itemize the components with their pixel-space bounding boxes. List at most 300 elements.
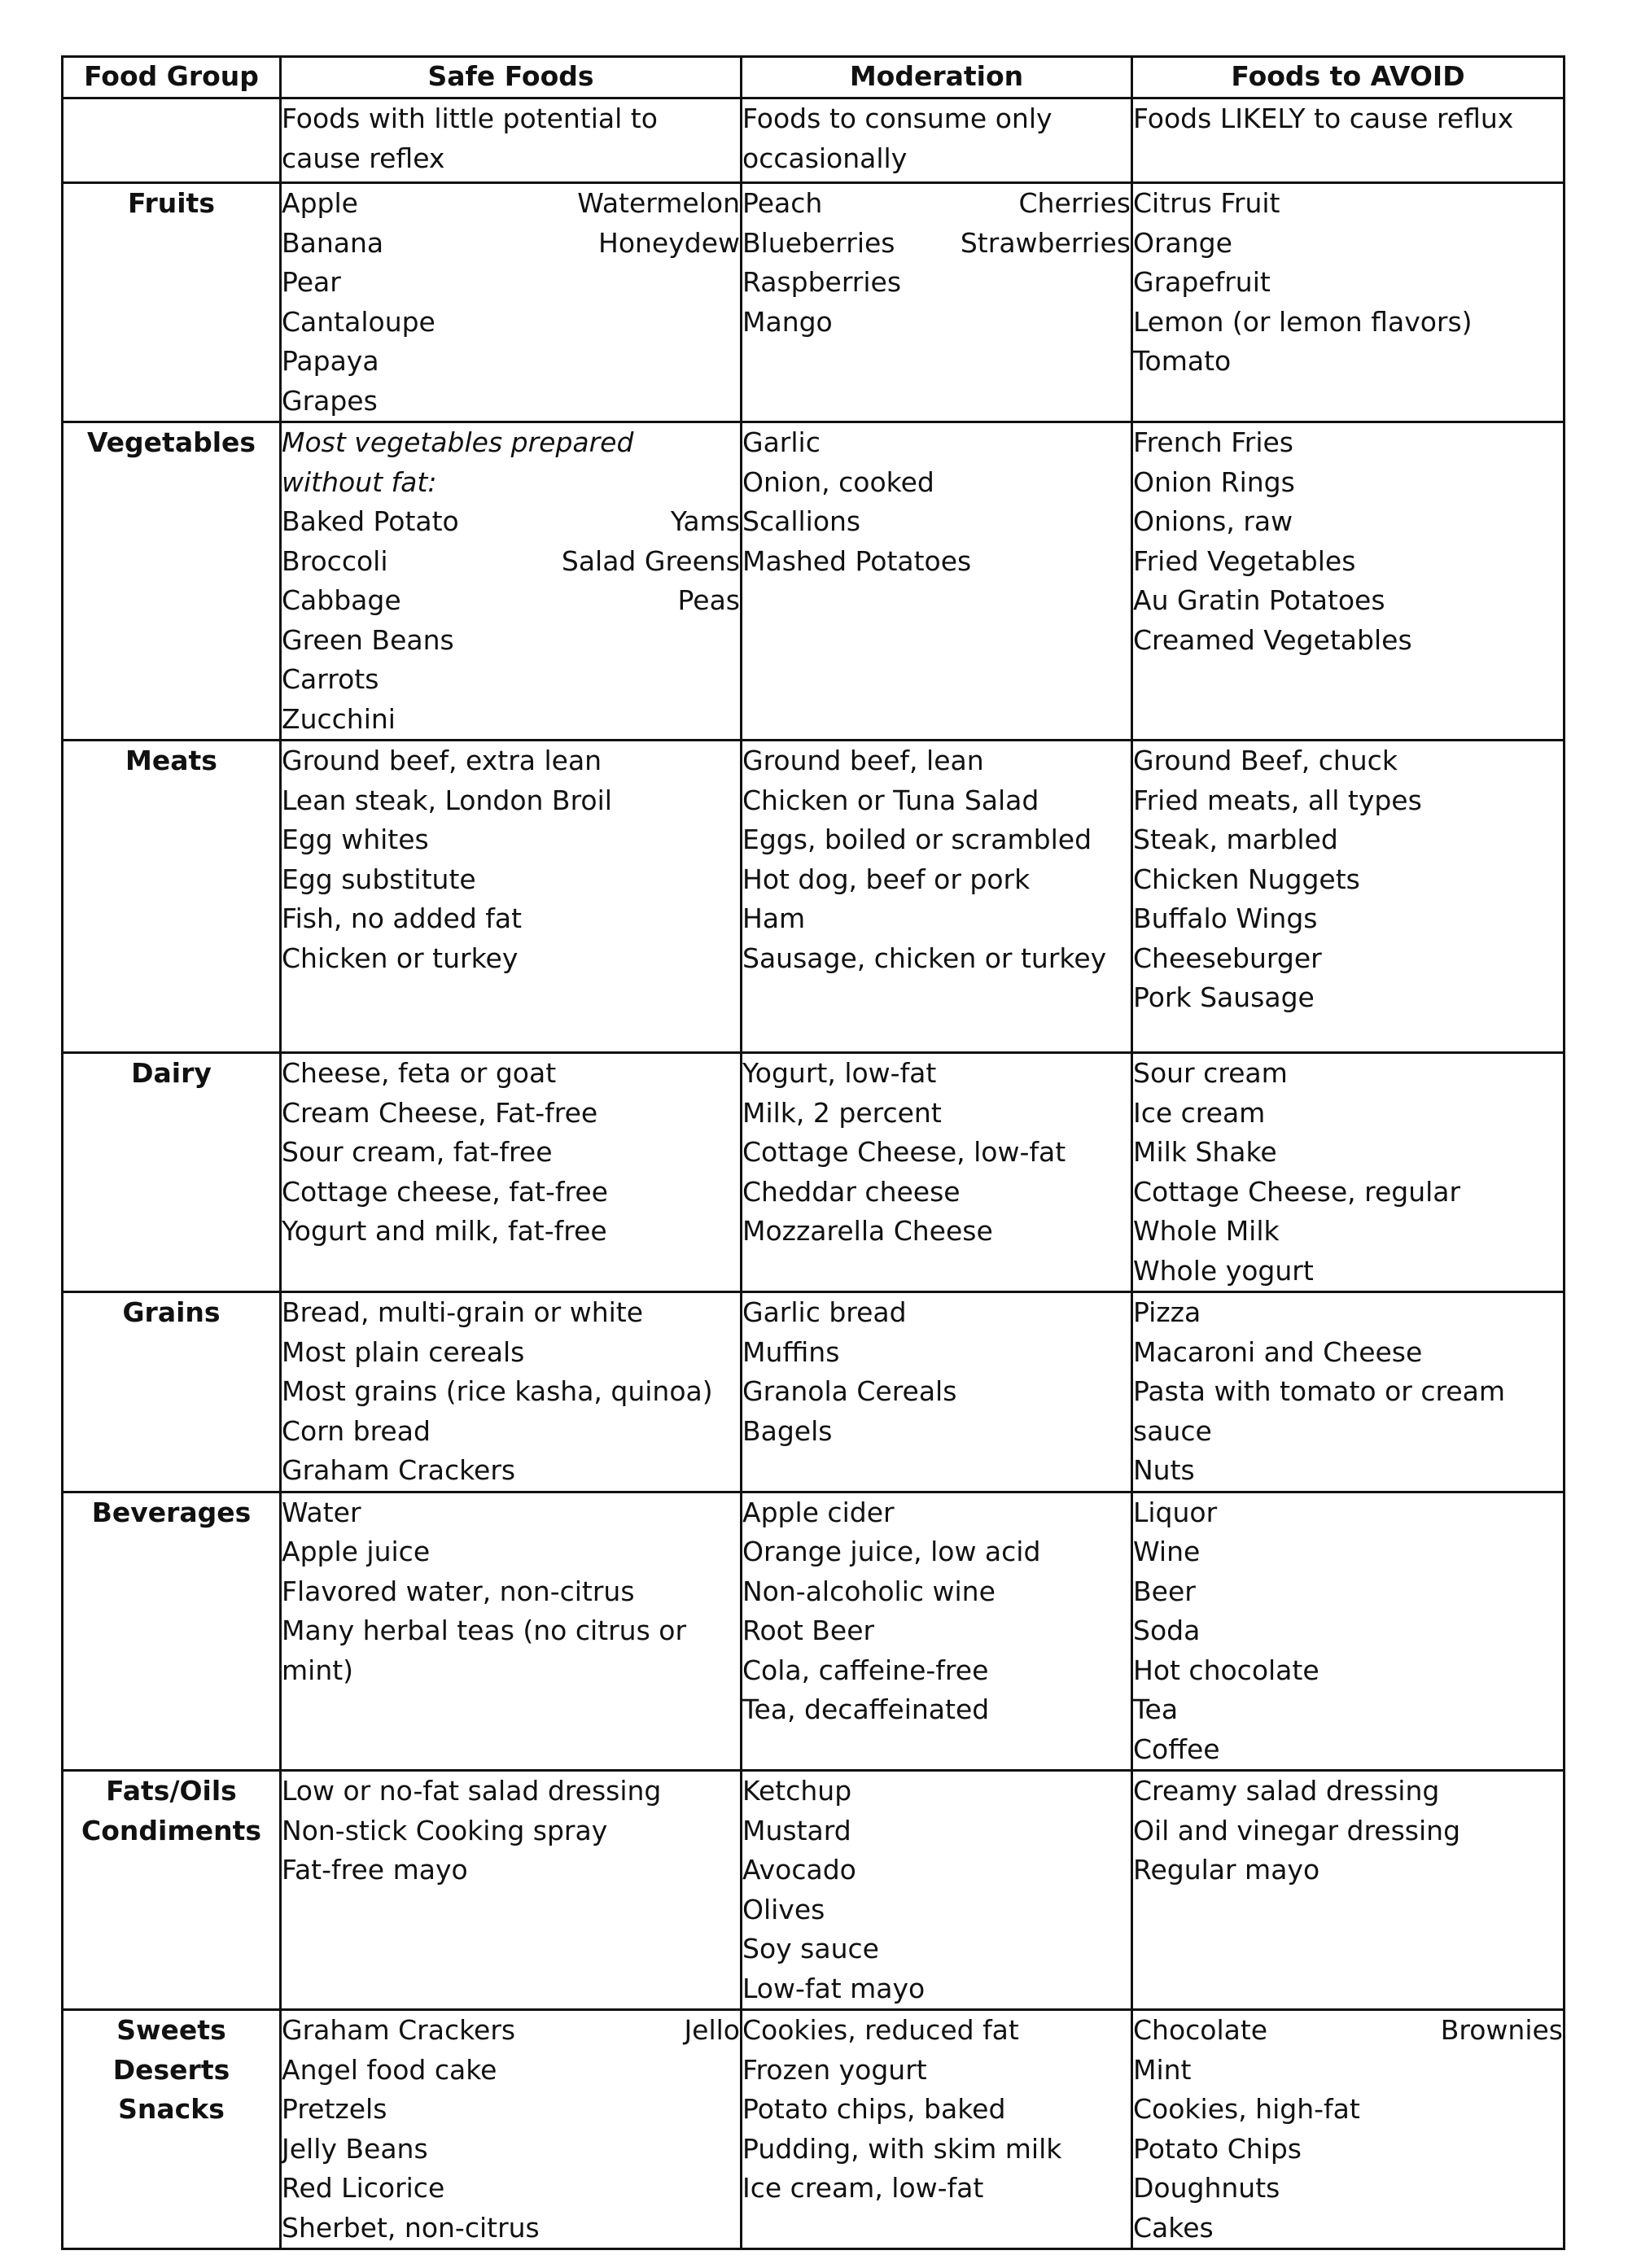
- food-item: Fat-free mayo: [282, 1854, 468, 1886]
- food-item: Ground Beef, chuck: [1133, 745, 1398, 776]
- food-item: Cookies, reduced fat: [742, 2014, 1019, 2046]
- food-list-line: [282, 781, 740, 821]
- header-safe-foods: Safe Foods: [281, 57, 742, 98]
- food-list-line: [1133, 1054, 1563, 1094]
- safe-description-line: Foods with little potential to: [282, 103, 658, 134]
- food-list-line: [282, 581, 740, 621]
- food-item: Creamed Vegetables: [1133, 623, 1412, 656]
- food-list-line: [742, 820, 1131, 860]
- food-group-name: [63, 741, 281, 1053]
- food-list-line: [742, 1493, 1131, 1533]
- food-list-line: [1133, 2130, 1563, 2170]
- food-group-label: Snacks: [118, 2093, 225, 2125]
- food-list-line: [282, 1133, 740, 1173]
- food-list-line: [282, 820, 740, 860]
- avoid-description: [1132, 98, 1565, 183]
- food-item: Ketchup: [742, 1775, 852, 1807]
- food-list-line: [742, 463, 1131, 503]
- food-group-row-fruits: [63, 183, 1565, 422]
- food-item: Apple cider: [742, 1496, 895, 1528]
- food-list-line: [742, 1811, 1131, 1851]
- food-list-line: [1133, 1412, 1563, 1452]
- food-item: Mango: [742, 305, 833, 338]
- food-item: Pear: [282, 266, 341, 298]
- safe-foods-note: without fat:: [282, 465, 437, 498]
- avoid-foods-cell: [1132, 741, 1565, 1053]
- header-food-group: Food Group: [63, 57, 281, 98]
- safe-foods-cell: [281, 1292, 742, 1492]
- food-list-line: [282, 1532, 740, 1572]
- food-list-line: [282, 1851, 740, 1890]
- food-list-line: [1133, 1212, 1563, 1252]
- food-item: Mustard: [742, 1814, 851, 1846]
- food-list-line: [1133, 1173, 1563, 1213]
- food-list-line: [742, 781, 1131, 821]
- food-list-line: [1133, 1772, 1563, 1811]
- food-item: Scallions: [742, 505, 861, 537]
- food-item: Lean steak, London Broil: [282, 784, 612, 816]
- food-item: Brownies: [1440, 2014, 1563, 2046]
- food-group-label: Beverages: [91, 1496, 252, 1528]
- safe-foods-cell: [281, 2010, 742, 2249]
- food-item: Hot dog, beef or pork: [742, 863, 1031, 895]
- food-item: Apple juice: [282, 1536, 431, 1567]
- moderation-foods-cell: [742, 183, 1132, 422]
- food-list-line: [282, 741, 740, 781]
- food-group-name: [63, 1053, 281, 1292]
- food-list-line: [1133, 1572, 1563, 1612]
- food-item: Low or no-fat salad dressing: [282, 1775, 662, 1807]
- food-list-line: [1133, 2169, 1563, 2209]
- food-item: Coffee: [1133, 1733, 1220, 1765]
- food-item: Peas: [677, 584, 740, 616]
- food-group-name: [63, 1771, 281, 2010]
- food-list-line: [282, 2090, 740, 2130]
- food-list-line: [282, 899, 740, 939]
- food-list-line: [742, 1173, 1131, 1213]
- food-item: Blueberries: [742, 226, 895, 259]
- food-item: Papaya: [282, 345, 379, 377]
- food-list-line: [1133, 820, 1563, 860]
- food-item: Liquor: [1133, 1496, 1218, 1528]
- food-item: Ground beef, extra lean: [282, 745, 602, 776]
- avoid-foods-cell: [1132, 183, 1565, 422]
- food-group-label: Sweets: [116, 2014, 226, 2046]
- food-group-name: [63, 183, 281, 422]
- food-list-line: [742, 1929, 1131, 1969]
- moderation-description-line: Foods to consume only: [742, 103, 1053, 134]
- food-list-line: [282, 1651, 740, 1691]
- food-item: Non-stick Cooking spray: [282, 1814, 608, 1846]
- food-item: Flavored water, non-citrus: [282, 1575, 635, 1607]
- food-list-line: [1133, 1811, 1563, 1851]
- food-item: Orange juice, low acid: [742, 1536, 1041, 1567]
- food-item: Raspberries: [742, 266, 902, 298]
- food-group-label: Dairy: [131, 1057, 212, 1089]
- food-item: Honeydew: [598, 226, 740, 259]
- food-item: Cakes: [1133, 2211, 1214, 2244]
- food-list-line: [282, 1412, 740, 1452]
- moderation-description: [742, 98, 1132, 183]
- food-item: Soy sauce: [742, 1933, 879, 1964]
- food-list-line: [282, 1811, 740, 1851]
- food-list-line: [282, 342, 740, 382]
- food-list-line: [742, 1412, 1131, 1452]
- moderation-foods-cell: [742, 741, 1132, 1053]
- food-item: Watermelon: [577, 187, 740, 219]
- moderation-foods-cell: [742, 2010, 1132, 2249]
- food-item: Banana: [282, 226, 384, 259]
- food-list-line: [1133, 1690, 1563, 1730]
- food-item: Apple: [282, 187, 358, 219]
- food-item: Red Licorice: [282, 2172, 445, 2204]
- food-item: Zucchini: [282, 702, 396, 735]
- food-list-line: [282, 2011, 740, 2051]
- food-list-line: [742, 1572, 1131, 1612]
- header-foods-to-avoid: Foods to AVOID: [1132, 57, 1565, 98]
- food-group-name: [63, 1492, 281, 1771]
- food-item: Most grains (rice kasha, quinoa): [282, 1375, 713, 1407]
- food-list-line: [282, 939, 740, 979]
- food-list-line: [1133, 1451, 1563, 1491]
- food-group-label: Fats/Oils: [106, 1775, 237, 1807]
- food-list-line: [282, 1054, 740, 1094]
- food-list-line: [282, 1212, 740, 1252]
- food-list-line: [282, 1451, 740, 1491]
- food-list-line: [742, 1333, 1131, 1373]
- food-item: Hot chocolate: [1133, 1654, 1319, 1686]
- food-list-line: [742, 741, 1131, 781]
- food-list-line: [1133, 303, 1563, 343]
- food-item: Most plain cereals: [282, 1335, 525, 1368]
- food-item: Cottage Cheese, regular: [1133, 1175, 1461, 1208]
- food-item: Onion, cooked: [742, 465, 934, 498]
- food-item: Low-fat mayo: [742, 1972, 926, 2004]
- food-item: Onion Rings: [1133, 465, 1295, 498]
- safe-foods-cell: [281, 183, 742, 422]
- food-list-line: [742, 1054, 1131, 1094]
- food-item: Whole yogurt: [1133, 1254, 1314, 1287]
- food-list-line: [282, 542, 740, 582]
- food-list-line: [742, 1969, 1131, 2009]
- food-list-line: [742, 1690, 1131, 1730]
- food-list-line: [742, 542, 1131, 582]
- food-item: Frozen yogurt: [742, 2053, 927, 2086]
- food-item: Milk Shake: [1133, 1136, 1277, 1168]
- food-group-label: Grains: [122, 1296, 221, 1328]
- avoid-foods-cell: [1132, 1053, 1565, 1292]
- food-item: Yams: [670, 505, 740, 537]
- food-list-line: [282, 2169, 740, 2209]
- food-list-line: [1133, 224, 1563, 264]
- food-list-line: [742, 423, 1131, 463]
- food-list-line: [1133, 899, 1563, 939]
- food-item: Strawberries: [960, 226, 1131, 259]
- food-group-row-vegetables: [63, 422, 1565, 741]
- food-list-line: [1133, 1252, 1563, 1291]
- food-item: Salad Greens: [561, 544, 740, 577]
- avoid-description-line: Foods LIKELY to cause reflux: [1133, 103, 1514, 134]
- food-list-line: [282, 1493, 740, 1533]
- food-list-line: [282, 860, 740, 900]
- food-list-line: [282, 1333, 740, 1373]
- food-list-line: [282, 2051, 740, 2091]
- food-item: Doughnuts: [1133, 2172, 1280, 2204]
- food-group-label: Deserts: [112, 2053, 230, 2086]
- food-item: Cola, caffeine-free: [742, 1654, 989, 1686]
- safe-foods-cell: [281, 1053, 742, 1292]
- food-item: Whole Milk: [1133, 1215, 1280, 1247]
- food-list-line: [742, 502, 1131, 542]
- food-list-line: [282, 1094, 740, 1134]
- food-list-line: [282, 1372, 740, 1412]
- food-item: Peach: [742, 187, 823, 219]
- food-item: Jelly Beans: [282, 2132, 428, 2165]
- food-list-line: [742, 1532, 1131, 1572]
- food-item: Mozzarella Cheese: [742, 1215, 993, 1247]
- food-list-line: [742, 1372, 1131, 1412]
- food-group-name: [63, 2010, 281, 2249]
- food-item: Pasta with tomato or cream: [1133, 1375, 1506, 1407]
- food-item: Bagels: [742, 1414, 833, 1447]
- food-item: Baked Potato: [282, 505, 459, 537]
- safe-foods-cell: [281, 422, 742, 741]
- food-item: Sour cream, fat-free: [282, 1136, 553, 1168]
- food-list-line: [282, 700, 740, 740]
- food-list-line: [1133, 463, 1563, 503]
- food-item: Eggs, boiled or scrambled: [742, 824, 1092, 855]
- food-list-line: [1133, 978, 1563, 1018]
- food-item: Sherbet, non-citrus: [282, 2211, 540, 2244]
- safe-foods-note: Most vegetables prepared: [282, 426, 634, 458]
- food-item: Buffalo Wings: [1133, 902, 1318, 934]
- food-item: Olives: [742, 1893, 825, 1925]
- food-item: Graham Crackers: [282, 2014, 516, 2046]
- food-item: Orange: [1133, 226, 1232, 259]
- food-item: Egg whites: [282, 824, 429, 855]
- food-list-line: [282, 1572, 740, 1612]
- food-item: Yogurt, low-fat: [742, 1057, 937, 1089]
- food-item: Jello: [684, 2014, 740, 2046]
- food-item: Water: [282, 1496, 361, 1528]
- food-item: Macaroni and Cheese: [1133, 1335, 1423, 1368]
- food-list-line: [1133, 1094, 1563, 1134]
- food-list-line: [282, 502, 740, 542]
- food-group-row-dairy: [63, 1053, 1565, 1292]
- food-list-line: [282, 2209, 740, 2248]
- food-item: Ice cream, low-fat: [742, 2172, 984, 2204]
- food-item: Beer: [1133, 1575, 1196, 1607]
- food-list-line: [1133, 502, 1563, 542]
- food-list-line: [282, 224, 740, 264]
- food-group-label: Fruits: [128, 187, 215, 219]
- food-list-line: [742, 1094, 1131, 1134]
- food-item: Cabbage: [282, 584, 401, 616]
- food-item: Graham Crackers: [282, 1454, 516, 1486]
- food-list-line: [1133, 1730, 1563, 1770]
- avoid-foods-cell: [1132, 1771, 1565, 2010]
- food-item: Pudding, with skim milk: [742, 2132, 1062, 2165]
- food-list-line: [742, 184, 1131, 224]
- food-list-line: [742, 2090, 1131, 2130]
- food-item: Mint: [1133, 2053, 1192, 2086]
- food-list-line: [1133, 1133, 1563, 1173]
- food-list-line: [1133, 581, 1563, 621]
- food-item: Garlic bread: [742, 1296, 907, 1328]
- food-item: Angel food cake: [282, 2053, 497, 2086]
- moderation-description-line: occasionally: [742, 142, 908, 174]
- food-list-line: [742, 1890, 1131, 1930]
- food-list-line: [282, 303, 740, 343]
- food-group-row-beverages: [63, 1492, 1565, 1771]
- food-item: Fried Vegetables: [1133, 544, 1356, 577]
- food-item: Chocolate: [1133, 2014, 1268, 2046]
- food-list-line: [1133, 2209, 1563, 2248]
- food-item: Root Beer: [742, 1615, 875, 1646]
- food-item: Regular mayo: [1133, 1854, 1320, 1886]
- food-item: Muffins: [742, 1335, 840, 1368]
- food-item: Milk, 2 percent: [742, 1096, 942, 1129]
- food-item: sauce: [1133, 1414, 1212, 1447]
- food-list-line: [742, 2169, 1131, 2209]
- food-list-line: [742, 2051, 1131, 2091]
- food-item: Cherries: [1018, 187, 1131, 219]
- avoid-foods-cell: [1132, 1492, 1565, 1771]
- moderation-foods-cell: [742, 1292, 1132, 1492]
- reflux-food-table: [61, 55, 1565, 2250]
- food-item: Grapefruit: [1133, 266, 1271, 298]
- food-item: Au Gratin Potatoes: [1133, 584, 1385, 616]
- description-blank-cell: [63, 98, 281, 183]
- food-item: Ham: [742, 902, 806, 934]
- food-item: Broccoli: [282, 544, 388, 577]
- food-list-line: [1133, 2090, 1563, 2130]
- moderation-foods-cell: [742, 1771, 1132, 2010]
- food-item: Corn bread: [282, 1414, 431, 1447]
- food-item: Avocado: [742, 1854, 856, 1886]
- food-list-line: [742, 1772, 1131, 1811]
- food-list-line: [1133, 1293, 1563, 1333]
- food-list-line: [742, 1851, 1131, 1890]
- food-item: Fish, no added fat: [282, 902, 523, 934]
- food-list-line: [742, 1212, 1131, 1252]
- food-item: Tomato: [1133, 345, 1232, 377]
- food-list-line: [1133, 860, 1563, 900]
- food-item: Pretzels: [282, 2093, 387, 2125]
- food-group-row-fats-oils-condiments: [63, 1771, 1565, 2010]
- food-list-line: [1133, 1651, 1563, 1691]
- food-item: Cream Cheese, Fat-free: [282, 1096, 598, 1129]
- moderation-foods-cell: [742, 1492, 1132, 1771]
- food-list-line: [742, 1133, 1131, 1173]
- food-item: Oil and vinegar dressing: [1133, 1814, 1461, 1846]
- food-list-line: [742, 263, 1131, 303]
- food-list-line: [1133, 741, 1563, 781]
- food-item: Potato Chips: [1133, 2132, 1302, 2165]
- safe-foods-cell: [281, 1771, 742, 2010]
- food-item: Cookies, high-fat: [1133, 2093, 1360, 2125]
- food-list-line: [1133, 423, 1563, 463]
- safe-description-line: cause reflex: [282, 142, 445, 174]
- food-list-line: [742, 1293, 1131, 1333]
- food-list-line: [742, 860, 1131, 900]
- food-list-line: [742, 224, 1131, 264]
- food-item: Cheddar cheese: [742, 1175, 961, 1208]
- food-item: Many herbal teas (no citrus or: [282, 1615, 687, 1646]
- avoid-foods-cell: [1132, 422, 1565, 741]
- food-item: Pizza: [1133, 1296, 1201, 1328]
- safe-description: [281, 98, 742, 183]
- food-item: Citrus Fruit: [1133, 187, 1280, 219]
- food-list-line: [742, 303, 1131, 343]
- food-item: Garlic: [742, 426, 821, 458]
- safe-foods-cell: [281, 1492, 742, 1771]
- food-list-line: [742, 1651, 1131, 1691]
- food-list-line: [282, 660, 740, 700]
- food-item: Chicken or turkey: [282, 942, 519, 974]
- food-item: Bread, multi-grain or white: [282, 1296, 644, 1328]
- food-item: Non-alcoholic wine: [742, 1575, 996, 1607]
- food-item: Lemon (or lemon flavors): [1133, 305, 1473, 338]
- food-item: Pork Sausage: [1133, 981, 1315, 1013]
- food-list-line: [1133, 1532, 1563, 1572]
- food-list-line: [282, 1173, 740, 1213]
- food-item: Chicken Nuggets: [1133, 863, 1360, 895]
- header-row: [63, 57, 1565, 98]
- food-list-line: [282, 2130, 740, 2170]
- food-item: Tea: [1133, 1693, 1179, 1725]
- food-list-line: [1133, 1851, 1563, 1890]
- food-list-line: [1133, 2051, 1563, 2091]
- food-list-line: [742, 939, 1131, 979]
- food-list-line: [1133, 1372, 1563, 1412]
- food-list-line: [282, 1293, 740, 1333]
- food-item: Cheeseburger: [1133, 942, 1322, 974]
- food-item: Creamy salad dressing: [1133, 1775, 1440, 1807]
- food-list-line: [742, 2130, 1131, 2170]
- food-item: Chicken or Tuna Salad: [742, 784, 1039, 816]
- food-group-name: [63, 1292, 281, 1492]
- food-list-line: [282, 1611, 740, 1651]
- food-group-row-meats: [63, 741, 1565, 1053]
- food-list-line: [1133, 621, 1563, 661]
- food-item: French Fries: [1133, 426, 1294, 458]
- food-item: Carrots: [282, 663, 379, 695]
- food-item: Tea, decaffeinated: [742, 1693, 990, 1725]
- food-group-row-grains: [63, 1292, 1565, 1492]
- food-item: Cheese, feta or goat: [282, 1057, 557, 1089]
- food-item: Onions, raw: [1133, 505, 1293, 537]
- food-list-line: [282, 382, 740, 422]
- food-item: mint): [282, 1654, 354, 1686]
- food-list-line: [1133, 1611, 1563, 1651]
- food-list-line: [1133, 1333, 1563, 1373]
- food-item: Green Beans: [282, 623, 454, 656]
- food-item: Grapes: [282, 384, 378, 417]
- description-row: [63, 98, 1565, 183]
- food-item: Steak, marbled: [1133, 824, 1338, 855]
- food-list-line: [282, 184, 740, 224]
- moderation-foods-cell: [742, 422, 1132, 741]
- food-list-line: [1133, 342, 1563, 382]
- food-item: Wine: [1133, 1536, 1201, 1567]
- food-group-label: Condiments: [81, 1814, 261, 1846]
- food-item: Sausage, chicken or turkey: [742, 942, 1107, 974]
- food-list-line: [1133, 939, 1563, 979]
- moderation-foods-cell: [742, 1053, 1132, 1292]
- food-item: Egg substitute: [282, 863, 476, 895]
- food-item: Fried meats, all types: [1133, 784, 1422, 816]
